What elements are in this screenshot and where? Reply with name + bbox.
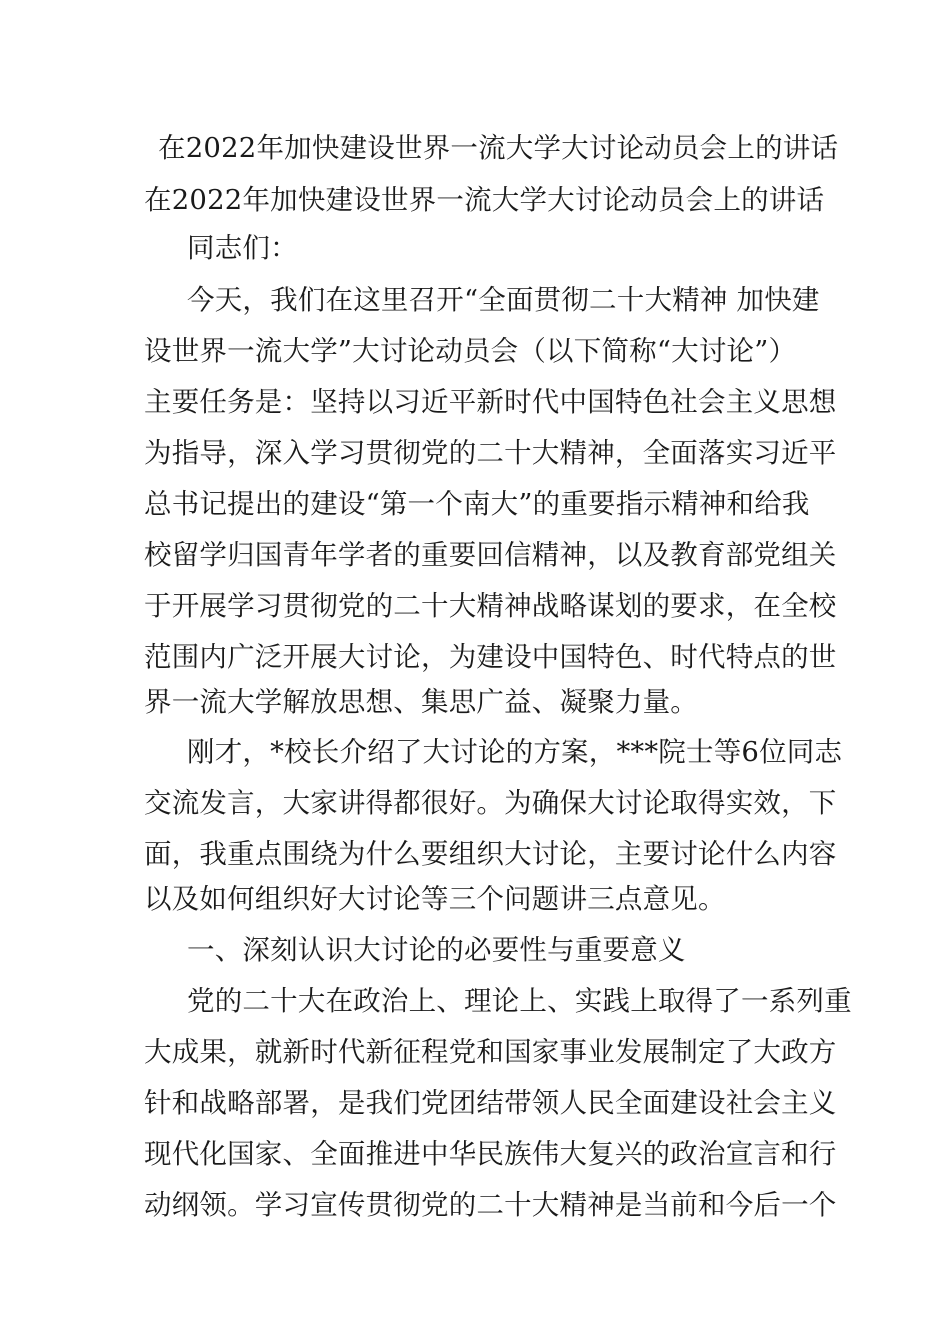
- paragraph-line: 范围内广泛开展大讨论，为建设中国特色、时代特点的世: [144, 641, 837, 673]
- section-heading: 一、深刻认识大讨论的必要性与重要意义: [187, 934, 686, 966]
- document-title-line-1: 在2022年加快建设世界一流大学大讨论动员会上的讲话: [158, 132, 839, 164]
- salutation: 同志们：: [187, 232, 298, 264]
- paragraph-line: 设世界一流大学”大讨论动员会（以下简称“大讨论”）: [144, 335, 797, 367]
- paragraph-line: 党的二十大在政治上、理论上、实践上取得了一系列重: [187, 985, 852, 1017]
- paragraph-line: 面，我重点围绕为什么要组织大讨论，主要讨论什么内容: [144, 838, 837, 870]
- paragraph-line: 交流发言，大家讲得都很好。为确保大讨论取得实效，下: [144, 787, 837, 819]
- paragraph-line: 刚才，*校长介绍了大讨论的方案，***院士等6位同志: [187, 736, 843, 768]
- paragraph-line: 校留学归国青年学者的重要回信精神，以及教育部党组关: [144, 539, 837, 571]
- paragraph-line: 主要任务是：坚持以习近平新时代中国特色社会主义思想: [144, 386, 837, 418]
- paragraph-line: 现代化国家、全面推进中华民族伟大复兴的政治宣言和行: [144, 1138, 837, 1170]
- paragraph-line: 动纲领。学习宣传贯彻党的二十大精神是当前和今后一个: [144, 1189, 837, 1221]
- paragraph-line: 今天，我们在这里召开“全面贯彻二十大精神 加快建: [187, 284, 820, 316]
- paragraph-line: 大成果，就新时代新征程党和国家事业发展制定了大政方: [144, 1036, 837, 1068]
- document-title-line-2: 在2022年加快建设世界一流大学大讨论动员会上的讲话: [144, 184, 825, 216]
- paragraph-line: 于开展学习贯彻党的二十大精神战略谋划的要求，在全校: [144, 590, 837, 622]
- paragraph-line: 界一流大学解放思想、集思广益、凝聚力量。: [144, 686, 698, 718]
- paragraph-line: 以及如何组织好大讨论等三个问题讲三点意见。: [144, 883, 726, 915]
- paragraph-line: 为指导，深入学习贯彻党的二十大精神，全面落实习近平: [144, 437, 837, 469]
- paragraph-line: 针和战略部署，是我们党团结带领人民全面建设社会主义: [144, 1087, 837, 1119]
- paragraph-line: 总书记提出的建设“第一个南大”的重要指示精神和给我: [144, 488, 810, 520]
